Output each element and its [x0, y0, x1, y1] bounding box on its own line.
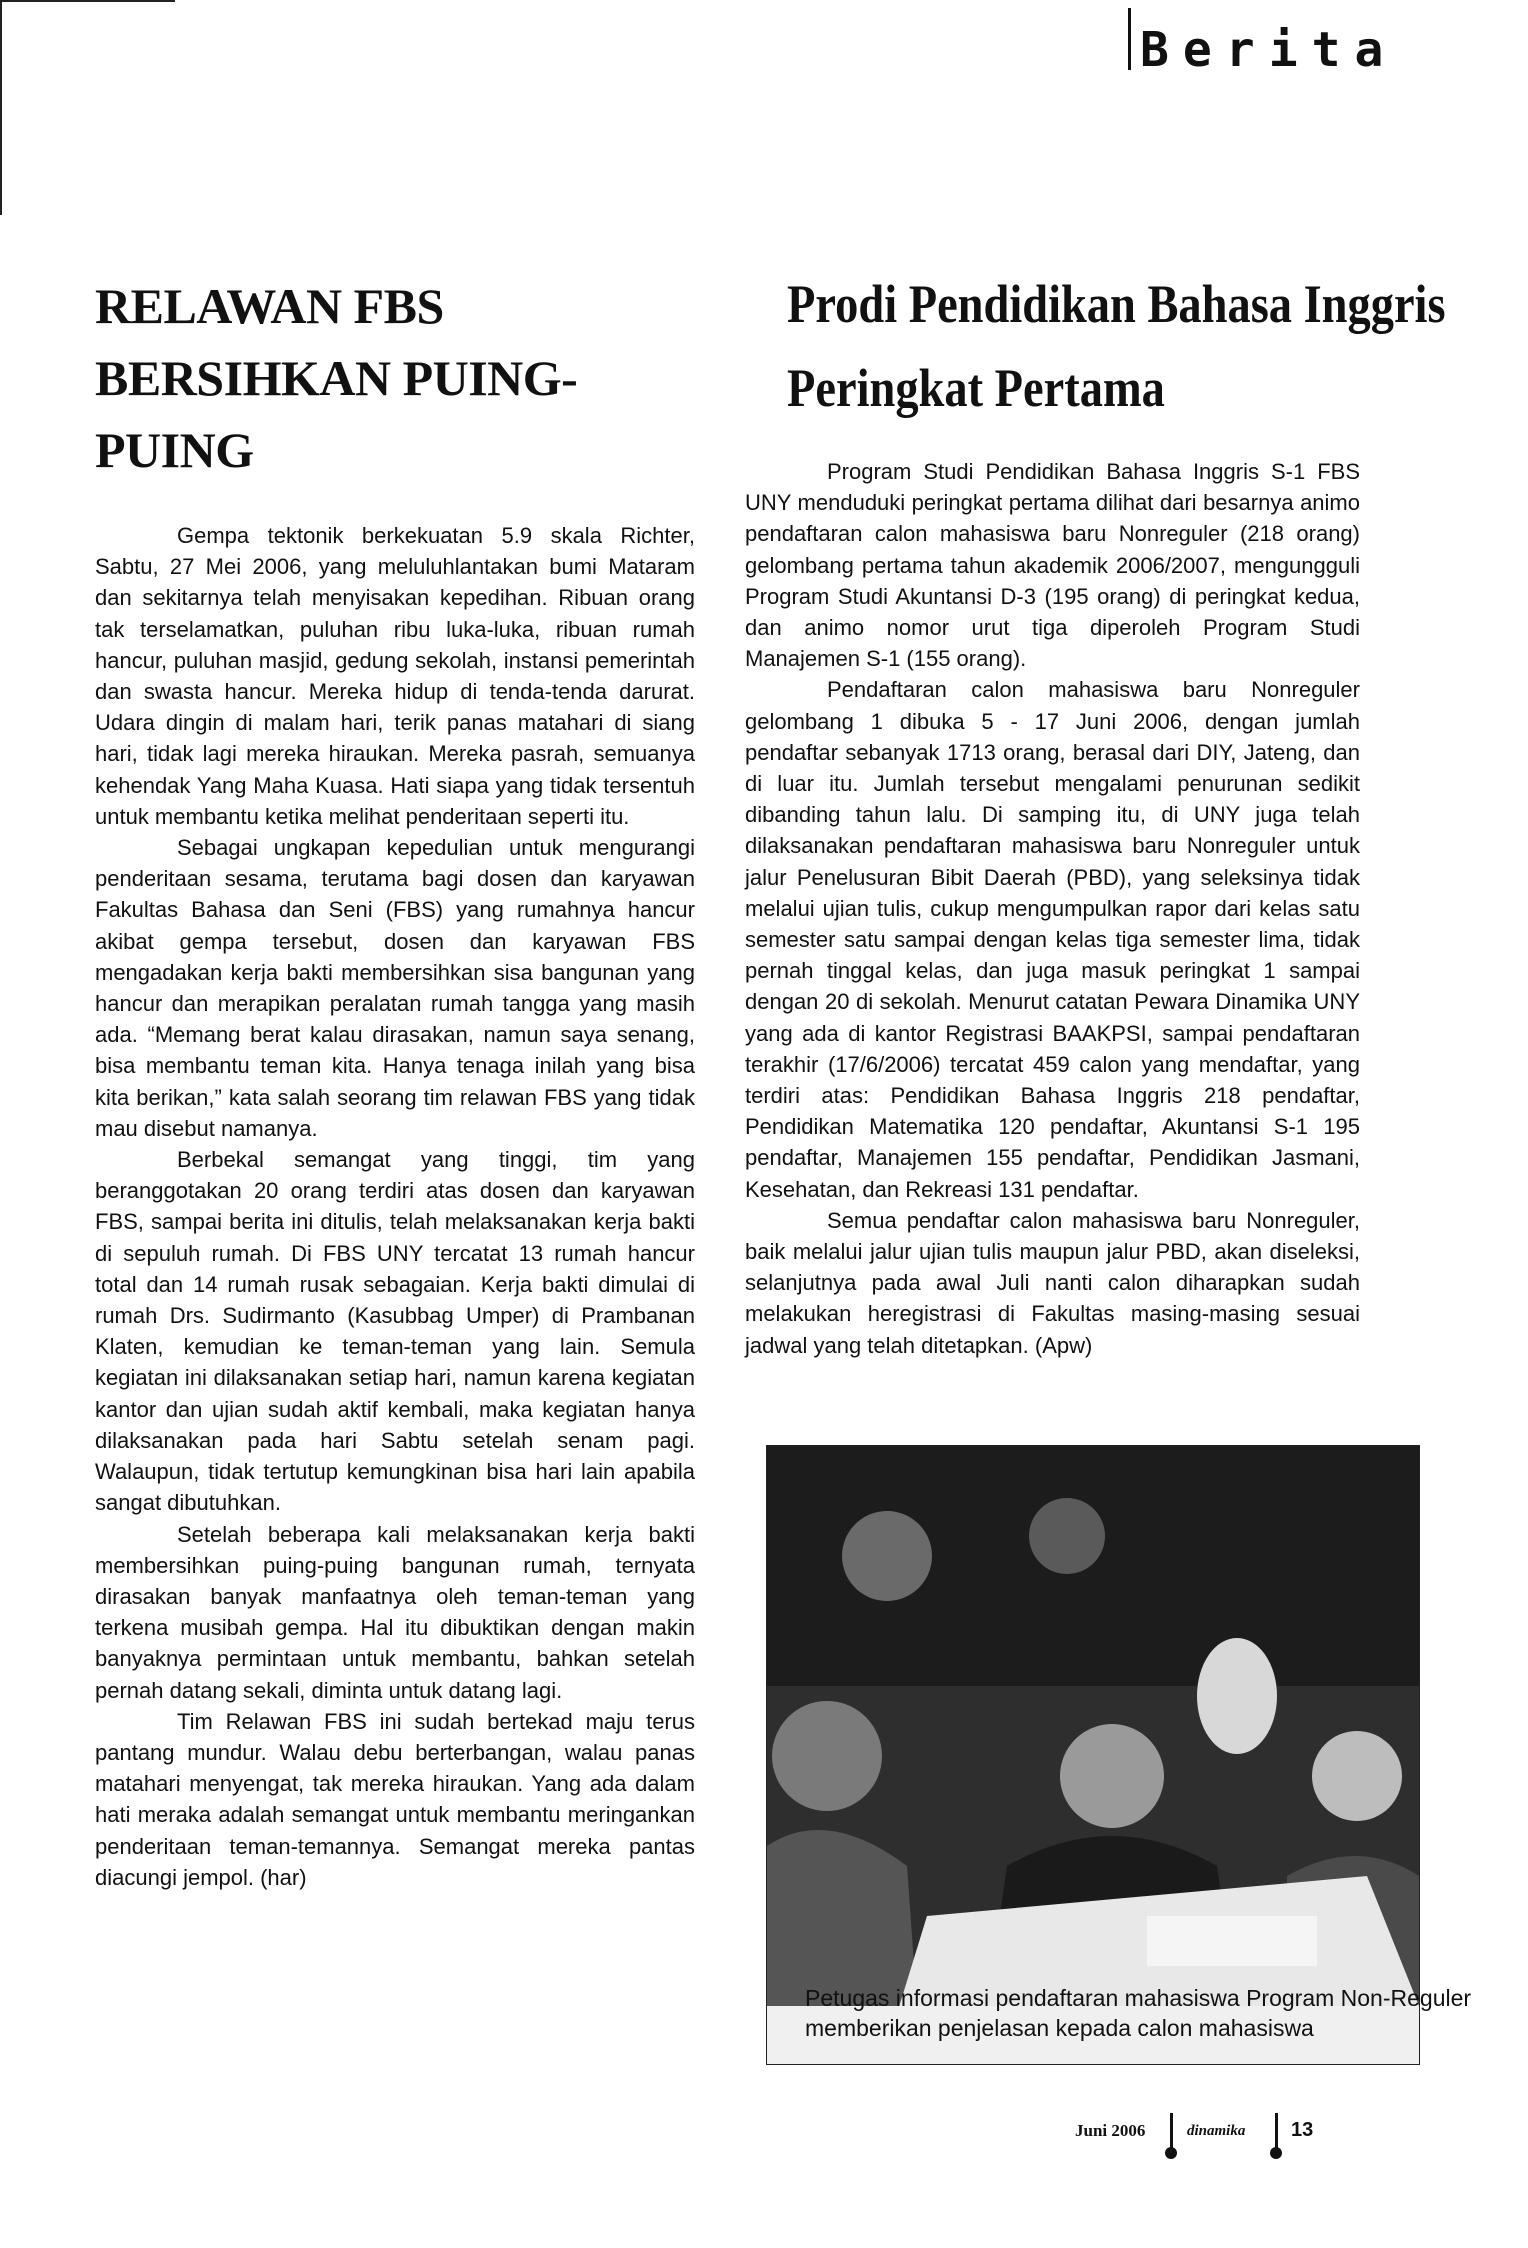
title-line: RELAWAN FBS — [95, 278, 444, 334]
article-right-title — [787, 262, 1446, 430]
title-line: Prodi Pendidikan Bahasa Inggris — [787, 274, 1446, 334]
article-left — [95, 270, 695, 1893]
title-line: Peringkat Pertama — [787, 358, 1165, 418]
footer-divider — [1275, 2113, 1278, 2149]
paragraph: Sebagai ungkapan kepedulian untuk mengurangi penderitaan sesama, terutama bagi dosen dan karyawan Fakultas Bahasa dan Seni (FBS) yang rumahnya hancur akibat gempa tersebut, dosen dan karyawan FBS mengadakan kerja bakti membersihkan sisa bangunan yang hancur dan merapikan peralatan rumah tangga yang masih ada. “Memang berat kalau dirasakan, namun saya senang, bisa membantu teman kita. Hanya tenaga inilah yang bisa kita berikan,” kata salah seorang tim relawan FBS yang tidak mau disebut namanya. — [95, 835, 695, 1141]
caption-line: memberikan penjelasan kepada calon mahasiswa — [805, 2015, 1314, 2041]
magazine-name: dinamika — [1187, 2123, 1246, 2139]
news-photo — [766, 1445, 1420, 2065]
paragraph: Semua pendaftar calon mahasiswa baru Nonreguler, baik melalui jalur ujian tulis maupun jalur PBD, akan diseleksi, selanjutnya pada awal Juli nanti calon diharapkan sudah melakukan heregistrasi di Fakultas masing-masing sesuai jadwal yang telah ditetapkan. (Apw) — [745, 1207, 1360, 1358]
page-number: 13 — [1291, 2119, 1314, 2141]
left-rule — [0, 0, 2, 215]
photo-illustration — [767, 1446, 1419, 2064]
section-label: Berita — [1140, 22, 1398, 78]
paragraph: Tim Relawan FBS ini sudah bertekad maju terus pantang mundur. Walau debu berterbangan, walau panas matahari menyengat, tak mereka hiraukan. Yang ada dalam hati meraka adalah semangat untuk membantu meringankan penderitaan teman-temannya. Semangat mereka pantas diacungi jempol. (har) — [95, 1708, 695, 1890]
paragraph: Program Studi Pendidikan Bahasa Inggris S-1 FBS UNY menduduki peringkat pertama dilihat dari besarnya animo pendaftaran calon mahasiswa baru Nonreguler (218 orang) gelombang pertama tahun akademik 2006/2007, mengungguli Program Studi Akuntansi D-3 (195 orang) di peringkat kedua, dan animo nomor urut tiga diperoleh Program Studi Manajemen S-1 (155 orang). — [745, 459, 1360, 672]
article-left-title — [95, 270, 695, 486]
footer-divider — [1170, 2113, 1173, 2149]
issue-date: Juni 2006 — [1075, 2121, 1146, 2140]
article-left-body — [95, 520, 695, 1893]
article-right-body — [745, 456, 1360, 1361]
paragraph: Setelah beberapa kali melaksanakan kerja bakti membersihkan puing-puing bangunan rumah, ternyata dirasakan banyak manfaatnya oleh teman-teman yang terkena musibah gempa. Hal itu dibuktikan dengan makin banyaknya permintaan untuk membantu, bahkan setelah pernah datang sekali, diminta untuk datang lagi. — [95, 1521, 695, 1703]
top-rule — [0, 0, 175, 2]
caption-line: Petugas informasi pendaftaran mahasiswa Program Non-Reguler — [805, 1985, 1472, 2011]
photo-caption — [805, 1983, 1528, 2043]
footer-dot — [1165, 2147, 1177, 2159]
footer-dot — [1270, 2147, 1282, 2159]
paragraph: Pendaftaran calon mahasiswa baru Nonreguler gelombang 1 dibuka 5 - 17 Juni 2006, dengan jumlah pendaftar sebanyak 1713 orang, berasal dari DIY, Jateng, dan di luar itu. Jumlah tersebut mengalami penurunan sedikit dibanding tahun lalu. Di samping itu, di UNY juga telah dilaksanakan pendaftaran mahasiswa baru Nonreguler untuk jalur Penelusuran Bibit Daerah (PBD), yang seleksinya tidak melalui ujian tulis, cukup mengumpulkan rapor dari kelas satu semester satu sampai dengan kelas tiga semester lima, tidak pernah tinggal kelas, dan juga masuk peringkat 1 sampai dengan 20 di sekolah. Menurut catatan Pewara Dinamika UNY yang ada di kantor Registrasi BAAKPSI, sampai pendaftaran terakhir (17/6/2006) tercatat 459 calon yang mendaftar, yang terdiri atas: Pendidikan Bahasa Inggris 218 pendaftar, Pendidikan Matematika 120 pendaftar, Akuntansi S-1 195 pendaftar, Manajemen 155 pendaftar, Pendidikan Jasmani, Kesehatan, dan Rekreasi 131 pendaftar. — [745, 677, 1360, 1202]
title-line: BERSIHKAN PUING-PUING — [95, 350, 578, 478]
section-bar — [1128, 8, 1131, 70]
paragraph: Gempa tektonik berkekuatan 5.9 skala Richter, Sabtu, 27 Mei 2006, yang meluluhlantakan bumi Mataram dan sekitarnya telah menyisakan kepedihan. Ribuan orang tak terselamatkan, puluhan ribu luka-luka, ribuan rumah hancur, puluhan masjid, gedung sekolah, instansi pemerintah dan swasta hancur. Mereka hidup di tenda-tenda darurat. Udara dingin di malam hari, terik panas matahari di siang hari, tidak lagi mereka hiraukan. Mereka pasrah, semuanya kehendak Yang Maha Kuasa. Hati siapa yang tidak tersentuh untuk membantu ketika melihat penderitaan seperti itu. — [95, 523, 695, 829]
article-right — [745, 262, 1446, 1361]
paragraph: Berbekal semangat yang tinggi, tim yang beranggotakan 20 orang terdiri atas dosen dan karyawan FBS, sampai berita ini ditulis, telah melaksanakan kerja bakti di sepuluh rumah. Di FBS UNY tercatat 13 rumah hancur total dan 14 rumah rusak sebagaian. Kerja bakti dimulai di rumah Drs. Sudirmanto (Kasubbag Umper) di Prambanan Klaten, kemudian ke teman-teman yang lain. Semula kegiatan ini dilaksanakan setiap hari, namun karena kegiatan kantor dan ujian sudah aktif kembali, maka kegiatan hanya dilaksanakan pada hari Sabtu setelah senam pagi. Walaupun, tidak tertutup kemungkinan bisa hari lain apabila sangat dibutuhkan. — [95, 1147, 695, 1516]
